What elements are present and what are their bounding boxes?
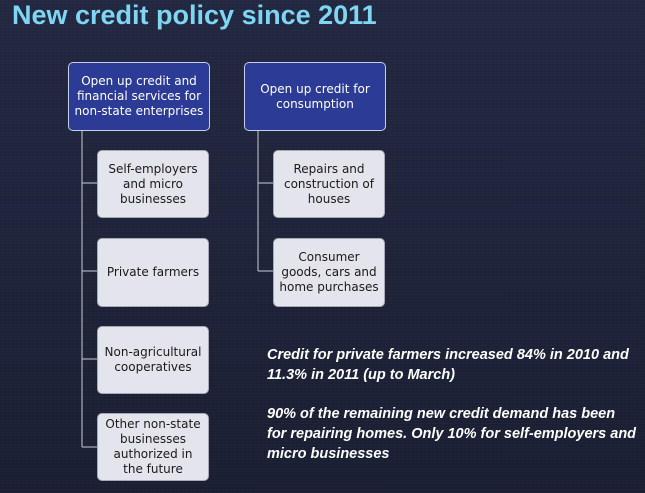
page-title: New credit policy since 2011 xyxy=(12,0,377,30)
left-head-box xyxy=(68,62,210,131)
left-item-box-4 xyxy=(97,413,209,481)
left-item-label: Other non-state businesses authorized in the future xyxy=(105,417,201,476)
right-item-box-1 xyxy=(273,150,385,218)
left-item-label: Non-agricultural cooperatives xyxy=(104,345,202,374)
note-text: Credit for private farmers increased 84% in 2010 and 11.3% in 2011 (up to March) xyxy=(267,347,629,383)
left-item-box-3 xyxy=(97,326,209,394)
left-item-label: Private farmers xyxy=(106,265,200,279)
note-text: 90% of the remaining new credit demand has been for repairing homes. Only 10% for self-employers and micro businesses xyxy=(267,406,637,462)
left-item-box-1 xyxy=(97,150,209,218)
home-repair-credit-note xyxy=(267,404,637,464)
right-item-label: Repairs and construction of houses xyxy=(283,161,374,206)
right-item-label: Consumer goods, cars and home purchases xyxy=(279,250,379,294)
right-head-label: Open up credit for consumption xyxy=(260,81,370,111)
left-item-box-2 xyxy=(97,238,209,307)
left-item-label: Self-employers and micro businesses xyxy=(108,161,198,206)
right-item-box-2 xyxy=(273,238,385,307)
farmers-credit-note xyxy=(267,345,637,385)
right-head-box xyxy=(244,62,386,131)
left-head-label: Open up credit and financial services for non-state enterprises xyxy=(74,74,204,118)
